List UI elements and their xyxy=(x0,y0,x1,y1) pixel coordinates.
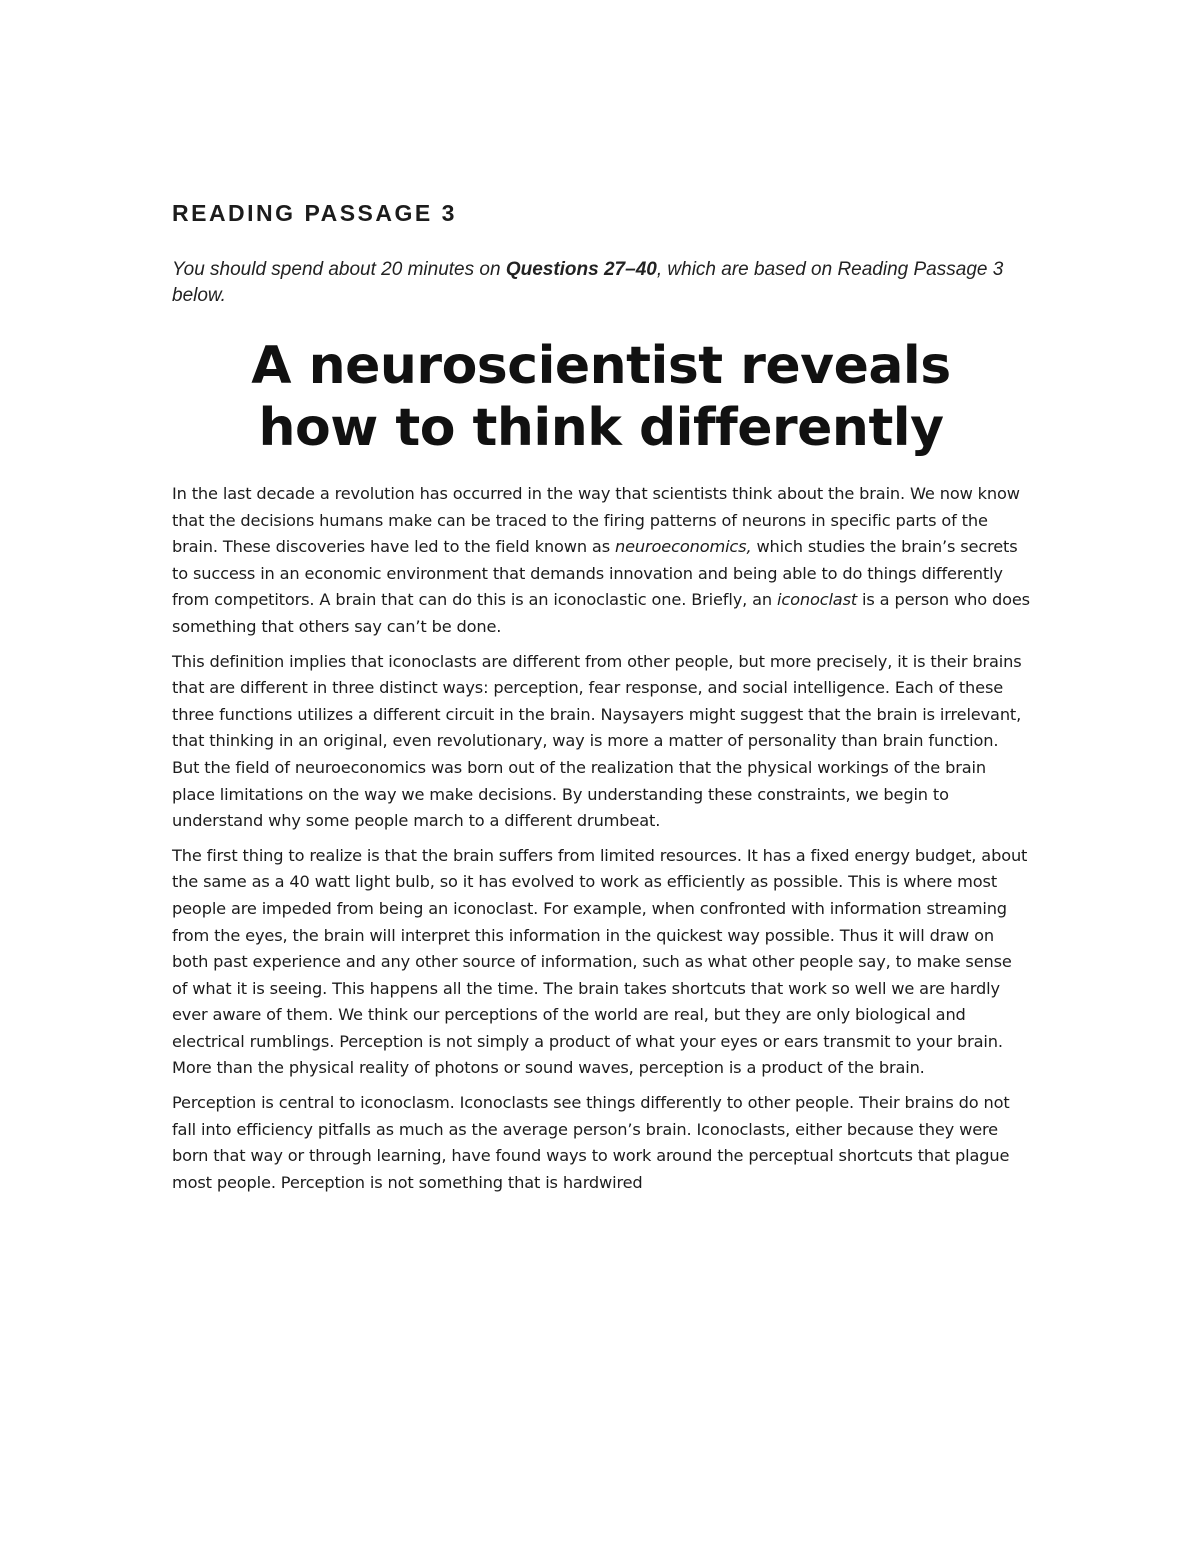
instructions xyxy=(172,257,1030,309)
paragraph-2: This definition implies that iconoclasts are different from other people, but more precisely, it is their brains that are different in three distinct ways: perception, fear response, and social intelligence. Each of these three functions utilizes a different circuit in the brain. Naysayers might suggest that the brain is irrelevant, that thinking in an original, even revolutionary, way is more a matter of personality than brain function. But the field of neuroeconomics was born out of the realization that the physical workings of the brain place limitations on the way we make decisions. By understanding these constraints, we begin to understand why some people march to a different drumbeat. xyxy=(172,651,1022,831)
document-page xyxy=(172,200,1030,1204)
instructions-text-after: , which are based on Reading Passage 3 below. xyxy=(172,259,1004,306)
paragraph-1-part-c: is a person who does something that others say can’t be done. xyxy=(172,590,1030,636)
passage-title-line-1: A neuroscientist reveals xyxy=(251,336,951,396)
term-iconoclast: iconoclast xyxy=(777,590,858,610)
section-heading: READING PASSAGE 3 xyxy=(172,200,457,226)
term-neuroeconomics: neuroeconomics, xyxy=(615,537,752,557)
passage-title xyxy=(172,335,1030,459)
paragraph-3: The first thing to realize is that the brain suffers from limited resources. It has a fixed energy budget, about the same as a 40 watt light bulb, so it has evolved to work as efficiently as possible. This is where most people are impeded from being an iconoclast. For example, when confronted with information streaming from the eyes, the brain will interpret this information in the quickest way possible. Thus it will draw on both past experience and any other source of information, such as what other people say, to make sense of what it is seeing. This happens all the time. The brain takes shortcuts that work so well we are hardly ever aware of them. We think our perceptions of the world are real, but they are only biological and electrical rumblings. Perception is not simply a product of what your eyes or ears transmit to your brain. More than the physical reality of photons or sound waves, perception is a product of the brain. xyxy=(172,845,1028,1078)
paragraph-1-part-a: In the last decade a revolution has occurred in the way that scientists think about the brain. We now know that the decisions humans make can be traced to the firing patterns of neurons in specific parts of the brain. These discoveries have led to the field known as xyxy=(172,484,1020,557)
paragraph-4: Perception is central to iconoclasm. Iconoclasts see things differently to other people. Their brains do not fall into efficiency pitfalls as much as the average person’s brain. Iconoclasts, either because they were born that way or through learning, have found ways to work around the perceptual shortcuts that plague most people. Perception is not something that is hardwired xyxy=(172,1093,1010,1192)
paragraph-1 xyxy=(172,481,1030,641)
instructions-text-before: You should spend about 20 minutes on xyxy=(172,259,506,280)
instructions-questions-range: Questions 27–40 xyxy=(505,259,657,280)
passage-title-line-2: how to think differently xyxy=(258,398,944,458)
paragraph-1-part-b: which studies the brain’s secrets to success in an economic environment that demands innovation and being able to do things differently from competitors. A brain that can do this is an iconoclastic one. Briefly, an xyxy=(172,537,1018,610)
